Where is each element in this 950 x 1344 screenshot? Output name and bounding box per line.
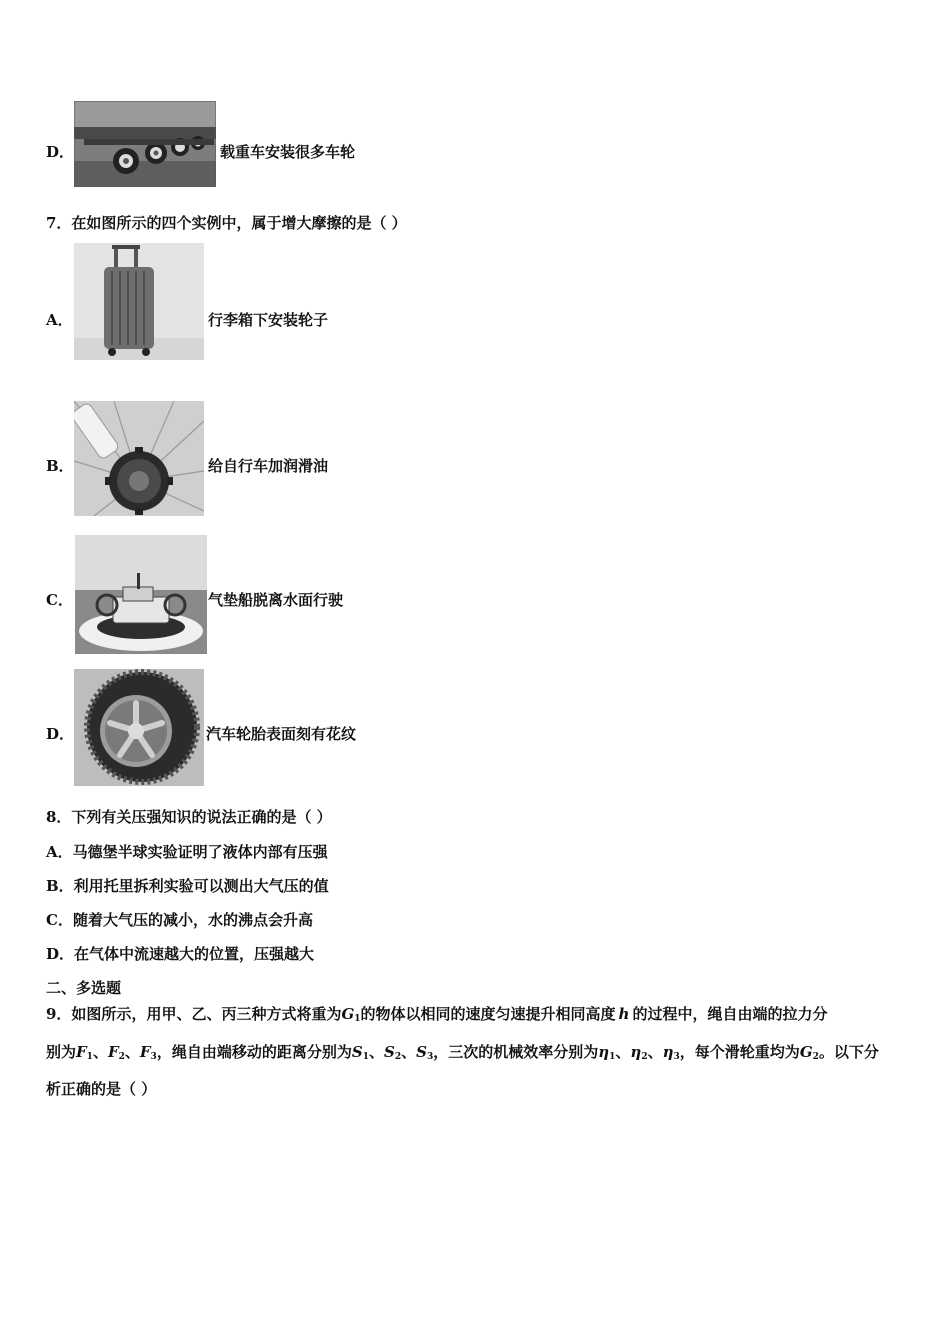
q8-option-d: D．在气体中流速越大的位置，压强越大 (46, 945, 315, 963)
q9-line-2: 别为$F_1$、$F_2$、$F_3$，绳自由端移动的距离分别为$S_1$、$S_2$、$S_3$，三次的机械效率分别为$\eta_1$、$\eta_2$、$\eta_3$，每个滑轮重均为$G_2$。以下分 (46, 1043, 879, 1062)
q6-option-d-letter: D． (46, 143, 75, 161)
q7-option-a-letter: A． (46, 311, 73, 329)
q9-line-1: 9．如图所示，用甲、乙、丙三种方式将重为$G_1$的物体以相同的速度匀速提升相同高度 h 的过程中，绳自由端的拉力分 (46, 1005, 828, 1024)
hovercraft-image (75, 535, 207, 654)
q6-option-d-text: 载重车安装很多车轮 (220, 143, 356, 161)
q7-option-b-letter: B． (46, 457, 74, 475)
q7-option-b-text: 给自行车加润滑油 (208, 457, 329, 475)
q7-option-d-text: 汽车轮胎表面刻有花纹 (206, 725, 357, 743)
q8-option-c: C．随着大气压的减小，水的沸点会升高 (46, 911, 313, 929)
q7-stem: 7．在如图所示的四个实例中，属于增大摩擦的是（ ） (46, 214, 407, 232)
q7-option-c-letter: C． (46, 591, 73, 609)
q7-option-a-text: 行李箱下安装轮子 (208, 311, 329, 329)
q8-stem: 8．下列有关压强知识的说法正确的是（ ） (46, 808, 332, 826)
q7-option-c-text: 气垫船脱离水面行驶 (208, 591, 344, 609)
truck-wheels-image (74, 101, 216, 187)
section-title: 二、多选题 (46, 979, 122, 997)
car-tire-image (74, 669, 204, 786)
bicycle-oil-image (74, 401, 204, 516)
q8-option-a: A．马德堡半球实验证明了液体内部有压强 (46, 843, 328, 861)
q9-line-3: 析正确的是（ ） (46, 1080, 157, 1098)
q8-option-b: B．利用托里拆利实验可以测出大气压的值 (46, 877, 329, 895)
q7-option-d-letter: D． (46, 725, 75, 743)
suitcase-image (74, 243, 204, 360)
